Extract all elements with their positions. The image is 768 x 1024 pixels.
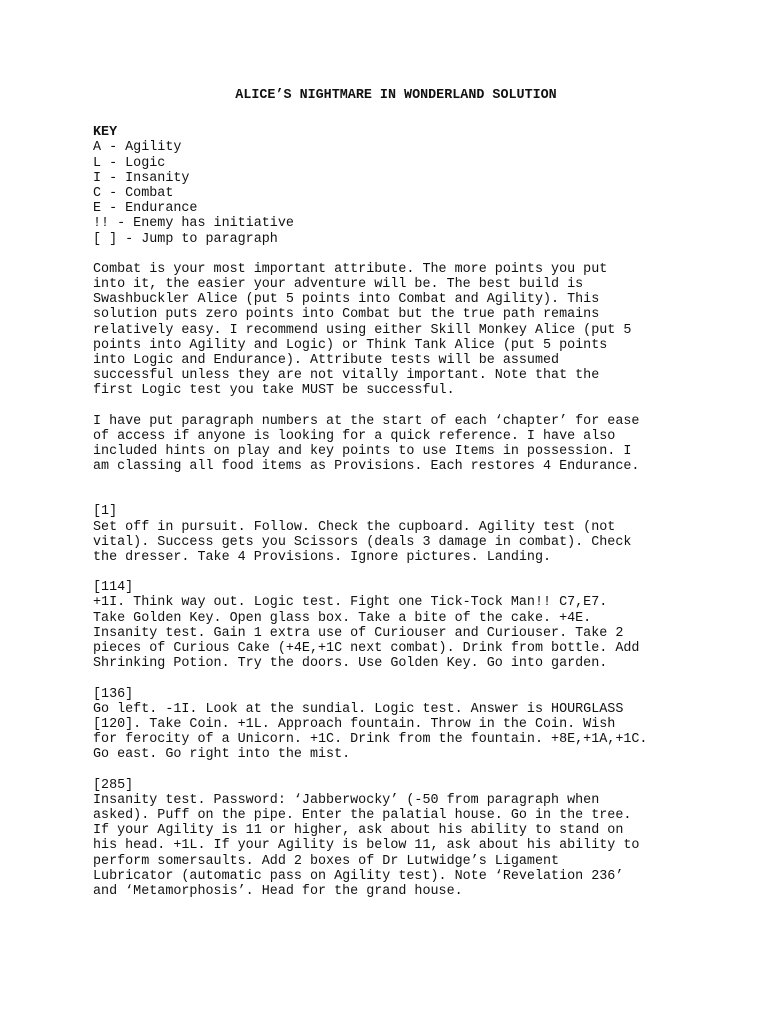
text-line: Lubricator (automatic pass on Agility test). Note ‘Revelation 236’ xyxy=(93,868,624,884)
key-entry-endurance: E - Endurance xyxy=(93,201,198,217)
key-entry-agility: A - Agility xyxy=(93,140,182,156)
text-line: and ‘Metamorphosis’. Head for the grand house. xyxy=(93,883,463,899)
paragraph-number: [136] xyxy=(93,686,134,702)
text-line: the dresser. Take 4 Provisions. Ignore pictures. Landing. xyxy=(93,550,552,566)
text-line: asked). Puff on the pipe. Enter the palatial house. Go in the tree. xyxy=(93,807,632,823)
text-line: his head. +1L. If your Agility is below 11, ask about his ability to xyxy=(93,838,640,854)
key-legend xyxy=(93,125,713,247)
text-line: If your Agility is 11 or higher, ask about his ability to stand on xyxy=(93,823,624,839)
text-line: vital). Success gets you Scissors (deals 3 damage in combat). Check xyxy=(93,534,632,550)
key-entry-jump: [ ] - Jump to paragraph xyxy=(93,231,278,247)
document-title: ALICE’S NIGHTMARE IN WONDERLAND SOLUTION xyxy=(235,88,557,103)
key-heading: KEY xyxy=(93,125,118,141)
section-136 xyxy=(93,687,713,763)
text-line: perform somersaults. Add 2 boxes of Dr Lutwidge’s Ligament xyxy=(93,853,560,869)
text-line: into it, the easier your adventure will be. The best build is xyxy=(93,277,584,293)
text-line: pieces of Curious Cake (+4E,+1C next combat). Drink from bottle. Add xyxy=(93,641,640,657)
text-line: of access if anyone is looking for a quick reference. I have also xyxy=(93,428,616,444)
spacer xyxy=(93,489,713,504)
paragraph-number: [114] xyxy=(93,580,134,596)
paragraph-number: [285] xyxy=(93,777,134,793)
key-entry-insanity: I - Insanity xyxy=(93,170,190,186)
section-285 xyxy=(93,778,713,900)
text-line: Go left. -1I. Look at the sundial. Logic test. Answer is HOURGLASS xyxy=(93,701,624,717)
key-entry-initiative: !! - Enemy has initiative xyxy=(93,216,294,232)
text-line: for ferocity of a Unicorn. +1C. Drink from the fountain. +8E,+1A,+1C. xyxy=(93,732,648,748)
text-line: successful unless they are not vitally important. Note that the xyxy=(93,368,600,384)
document-page xyxy=(93,88,713,914)
text-line: relatively easy. I recommend using either Skill Monkey Alice (put 5 xyxy=(93,322,632,338)
key-entry-logic: L - Logic xyxy=(93,155,166,171)
paragraph-number: [1] xyxy=(93,504,118,520)
text-line: Combat is your most important attribute. The more points you put xyxy=(93,261,608,277)
text-line: first Logic test you take MUST be successful. xyxy=(93,383,455,399)
text-line: points into Agility and Logic) or Think Tank Alice (put 5 points xyxy=(93,337,608,353)
text-line: solution puts zero points into Combat but the true path remains xyxy=(93,307,600,323)
intro-paragraph-reference xyxy=(93,414,713,475)
text-line: Swashbuckler Alice (put 5 points into Combat and Agility). This xyxy=(93,292,600,308)
intro-paragraph-combat xyxy=(93,262,713,399)
text-line: Take Golden Key. Open glass box. Take a bite of the cake. +4E. xyxy=(93,610,592,626)
section-114 xyxy=(93,580,713,671)
key-entry-combat: C - Combat xyxy=(93,186,174,202)
text-line: am classing all food items as Provisions. Each restores 4 Endurance. xyxy=(93,459,640,475)
text-line: Insanity test. Password: ‘Jabberwocky’ (-50 from paragraph when xyxy=(93,792,600,808)
text-line: +1I. Think way out. Logic test. Fight one Tick-Tock Man!! C7,E7. xyxy=(93,595,608,611)
text-line: I have put paragraph numbers at the start of each ‘chapter’ for ease xyxy=(93,413,640,429)
text-line: into Logic and Endurance). Attribute tests will be assumed xyxy=(93,353,560,369)
text-line: included hints on play and key points to use Items in possession. I xyxy=(93,444,632,460)
text-line: [120]. Take Coin. +1L. Approach fountain. Throw in the Coin. Wish xyxy=(93,716,616,732)
text-line: Set off in pursuit. Follow. Check the cupboard. Agility test (not xyxy=(93,519,616,535)
text-line: Go east. Go right into the mist. xyxy=(93,747,351,763)
text-line: Insanity test. Gain 1 extra use of Curiouser and Curiouser. Take 2 xyxy=(93,625,624,641)
section-1 xyxy=(93,504,713,565)
text-line: Shrinking Potion. Try the doors. Use Golden Key. Go into garden. xyxy=(93,656,608,672)
